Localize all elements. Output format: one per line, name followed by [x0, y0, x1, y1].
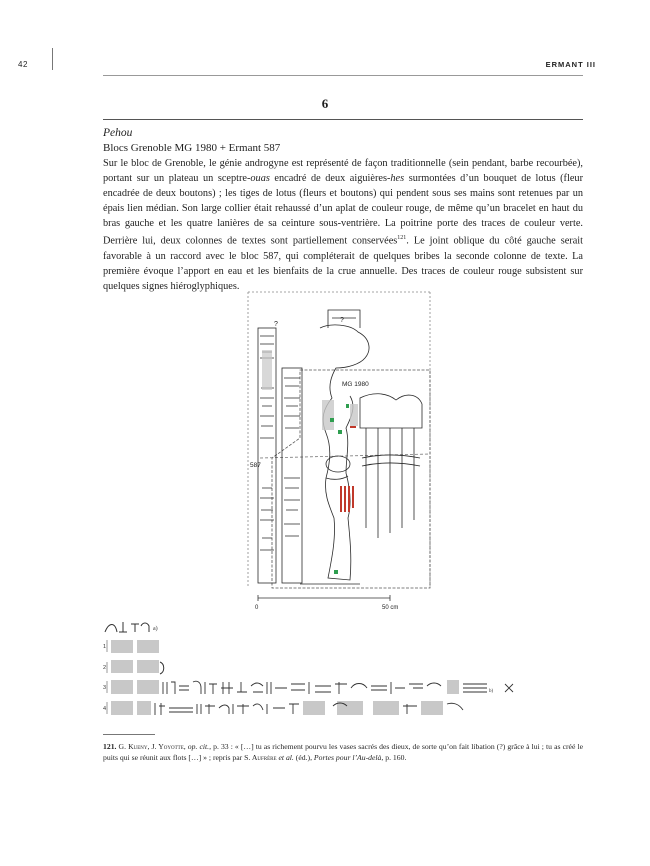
footnote-text-3: , p. 160. — [381, 753, 407, 762]
footnote-text-1: , p. 33 : « […] tu as richement pourvu les vases sacrés des dieux, de sorte qu’on fait libation (?) grâce à lui ; tu as créé le puits qui se réunit aux flots […] » ; repris par — [103, 742, 583, 762]
section-subtitle: Pehou — [103, 127, 133, 139]
body-text-4: . Le joint oblique du côté gauche serait favorable à un raccord avec le bloc 587, qui compléterait de quelques bribes la seconde colonne de texte. La première évoque l’apport en eau et les bienfaits de la crue annuelle. Des traces de couleur rouge subsistent sur quelques signes hiéroglyphiques. — [103, 235, 583, 293]
lacuna-blocks — [111, 640, 459, 715]
label-587: 587 — [250, 462, 261, 469]
glyph-line-number-2: 2 — [103, 665, 107, 671]
footnote-book-title: Portes pour l’Au-delà — [313, 753, 382, 762]
scale-end-label: 50 cm — [382, 605, 399, 610]
shade-area-3 — [350, 404, 358, 426]
footnote-reference[interactable]: 121 — [397, 235, 407, 242]
term-ouas: ouas — [250, 173, 270, 185]
running-title: ERMANT III — [545, 60, 596, 69]
footnote-text-2: (éd.), — [293, 753, 314, 762]
body-paragraph — [103, 156, 583, 294]
footnote-author-2: J. Yoyotte — [151, 742, 184, 751]
footnote-etal: et al. — [276, 753, 294, 762]
footnote-opcit: op. cit. — [187, 742, 210, 751]
glyph-line-number-4: 4 — [103, 706, 107, 712]
red-traces — [340, 426, 356, 512]
glyph-line-number-3: 3 — [103, 685, 107, 691]
label-mg1980: MG 1980 — [342, 381, 369, 388]
footnote-rule — [103, 734, 155, 735]
body-text-3: surmontées d’un bouquet de lotus (fleur encadrée de deux boutons) ; les tiges de lotus (fleurs et boutons) qui pendent sous ses mains sont retenues par un épais lien médian. Son large collier était rehaussé d’un aplat de couleur rouge, de même qu’un bracelet en haut du bras gauche et les quatre lanières de sa ceinture sous-ventrière. La poitrine porte des traces de couleur verte. Derrière lui, deux colonnes de textes sont partiellement conservées — [103, 173, 583, 247]
term-hes: hes — [390, 173, 405, 185]
glyph-line-number-1: 1 — [103, 644, 107, 650]
label-question-1: ? — [274, 321, 278, 328]
section-number: 6 — [321, 96, 329, 111]
label-question-2: ? — [340, 317, 344, 324]
hieroglyph-transcription — [103, 618, 583, 728]
glyph-line-3 — [163, 681, 513, 694]
glyph-line-3-note: b) — [489, 689, 494, 694]
header-rule — [103, 75, 583, 76]
footnote-sep-1: , — [147, 742, 152, 751]
hieroglyph-header-icon — [105, 622, 149, 632]
body-text-2: encadré de deux aiguières- — [269, 173, 391, 185]
body-text-1: Sur le bloc de Grenoble, le génie androgyne est représenté de façon traditionnelle (sein pendant, barbe recourbée), portant sur un plateau un sceptre- — [103, 158, 583, 185]
footnote — [103, 741, 583, 763]
header-divider — [52, 48, 53, 70]
footnote-author-1: G. Kueny — [118, 742, 148, 751]
section-rule — [103, 119, 583, 120]
blocs-reference: Blocs Grenoble MG 1980 + Ermant 587 — [103, 142, 281, 154]
relief-drawing — [200, 288, 450, 610]
footnote-sep-2: , — [183, 742, 188, 751]
scale-start-label: 0 — [255, 605, 259, 610]
shade-area-1 — [262, 350, 272, 390]
footnote-author-3: S. Aufrère — [244, 753, 277, 762]
hieroglyph-header-note: a) — [153, 626, 158, 632]
page-number: 42 — [18, 60, 28, 69]
shade-area-2 — [322, 400, 334, 430]
footnote-number: 121. — [103, 742, 117, 751]
